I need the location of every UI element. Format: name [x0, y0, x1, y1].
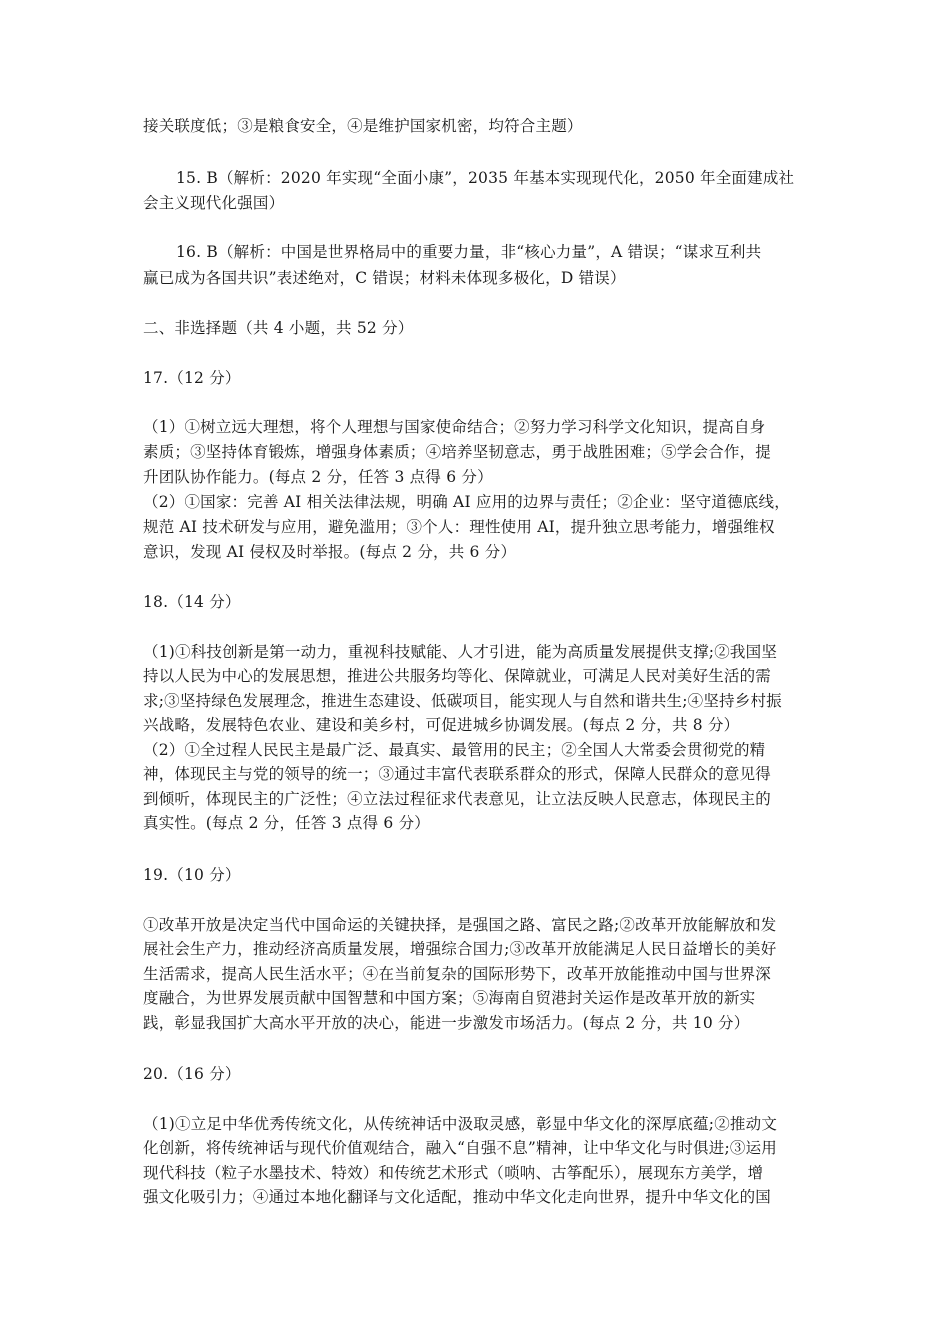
question-18-heading: 18.（14 分）	[143, 593, 241, 611]
text-line: 规范 AI 技术研发与应用，避免滥用；③个人：理性使用 AI，提升独立思考能力，增强维权	[143, 518, 775, 536]
text-line: （2）①全过程人民民主是最广泛、最真实、最管用的民主；②全国人大常委会贯彻党的精	[143, 741, 766, 759]
question-20-heading: 20.（16 分）	[143, 1065, 241, 1083]
text-line: ①改革开放是决定当代中国命运的关键抉择，是强国之路、富民之路;②改革开放能解放和发	[143, 916, 777, 934]
text-line: 神，体现民主与党的领导的统一；③通过丰富代表联系群众的形式，保障人民群众的意见得	[143, 765, 772, 783]
answer-16-line-2: 赢已成为各国共识”表述绝对，C 错误；材料未体现多极化，D 错误）	[143, 269, 626, 287]
text-line: 强文化吸引力；④通过本地化翻译与文化适配，推动中华文化走向世界，提升中华文化的国	[143, 1188, 772, 1206]
answer-16-line-1: 16. B（解析：中国是世界格局中的重要力量，非“核心力量”，A 错误；“谋求互利共	[176, 243, 762, 261]
text-line: 度融合，为世界发展贡献中国智慧和中国方案；⑤海南自贸港封关运作是改革开放的新实	[143, 989, 756, 1007]
text-line: 现代科技（粒子水墨技术、特效）和传统艺术形式（唢呐、古筝配乐），展现东方美学，增	[143, 1164, 764, 1182]
text-line: 到倾听，体现民主的广泛性；④立法过程征求代表意见，让立法反映人民意志，体现民主的	[143, 790, 772, 808]
text-line: 兴战略，发展特色农业、建设和美乡村，可促进城乡协调发展。(每点 2 分，共 8 分）	[143, 716, 740, 734]
text-line: 化创新，将传统神话与现代价值观结合，融入“自强不息”精神，让中华文化与时俱进;③运用	[143, 1139, 777, 1157]
text-line: 展社会生产力，推动经济高质量发展，增强综合国力;③改革开放能满足人民日益增长的美好	[143, 940, 777, 958]
text-line: 升团队协作能力。(每点 2 分，任答 3 点得 6 分）	[143, 468, 493, 486]
text-line: （1)①科技创新是第一动力，重视科技赋能、人才引进，能为高质量发展提供支撑;②我国坚	[143, 643, 778, 661]
text-line: 意识，发现 AI 侵权及时举报。(每点 2 分，共 6 分）	[143, 543, 517, 561]
text-line: 生活需求，提高人民生活水平；④在当前复杂的国际形势下，改革开放能推动中国与世界深	[143, 965, 772, 983]
text-line: 接关联度低；③是粮食安全，④是维护国家机密，均符合主题）	[143, 117, 583, 135]
question-17-heading: 17.（12 分）	[143, 369, 241, 387]
text-line: （2）①国家：完善 AI 相关法律法规，明确 AI 应用的边界与责任；②企业：坚守道德底线，	[143, 493, 790, 511]
text-line: （1）①树立远大理想，将个人理想与国家使命结合；②努力学习科学文化知识，提高自身	[143, 418, 766, 436]
answer-15-line-1: 15. B（解析：2020 年实现“全面小康”，2035 年基本实现现代化，2050 年全面建成社	[176, 169, 795, 187]
text-line: 持以人民为中心的发展思想，推进公共服务均等化、保障就业，可满足人民对美好生活的需	[143, 667, 772, 685]
answer-15-line-2: 会主义现代化强国）	[143, 194, 285, 212]
text-line: 真实性。(每点 2 分，任答 3 点得 6 分）	[143, 814, 430, 832]
section-heading: 二、非选择题（共 4 小题，共 52 分）	[143, 319, 414, 337]
text-line: 素质；③坚持体育锻炼，增强身体素质；④培养坚韧意志，勇于战胜困难；⑤学会合作，提	[143, 443, 772, 461]
text-line: （1)①立足中华优秀传统文化，从传统神话中汲取灵感，彰显中华文化的深厚底蕴;②推动文	[143, 1115, 778, 1133]
text-line: 求;③坚持绿色发展理念，推进生态建设、低碳项目，能实现人与自然和谐共生;④坚持乡村振	[143, 692, 782, 710]
text-line: 践，彰显我国扩大高水平开放的决心，能进一步激发市场活力。(每点 2 分，共 10 分）	[143, 1014, 750, 1032]
question-19-heading: 19.（10 分）	[143, 866, 241, 884]
